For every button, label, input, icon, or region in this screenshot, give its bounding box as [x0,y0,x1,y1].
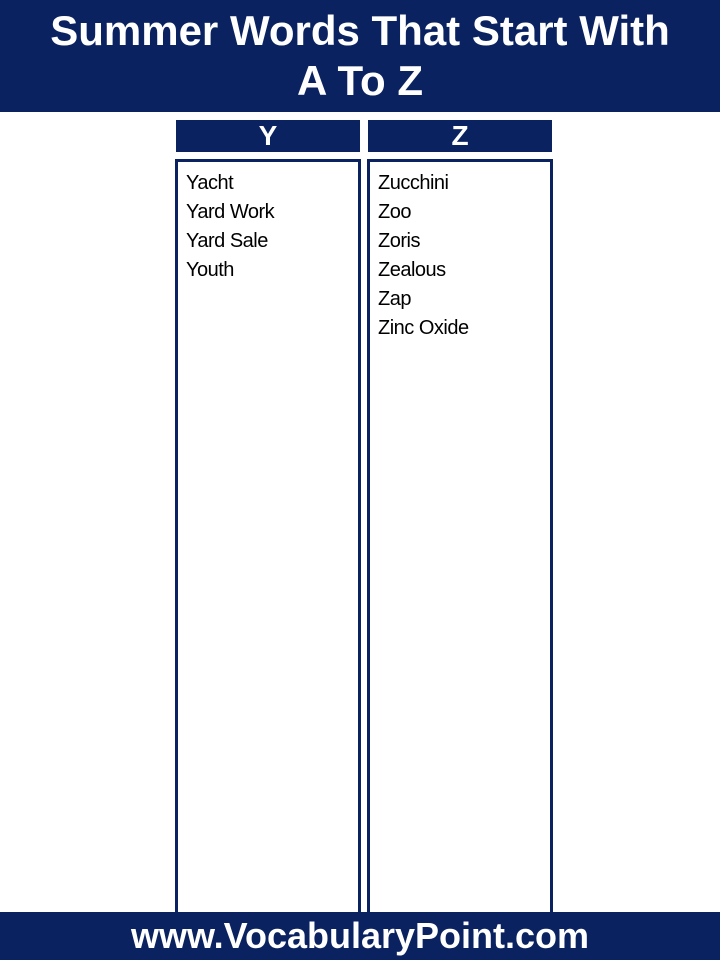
list-item: Zoris [378,230,420,252]
word-list-z [370,162,550,343]
page-title: Summer Words That Start With A To Z [50,7,670,104]
word-list-y [178,162,358,285]
list-item: Zoo [378,201,411,223]
list-item: Youth [186,259,234,281]
list-item: Zucchini [378,172,449,194]
list-item: Zealous [378,259,446,281]
list-item: Zap [378,288,411,310]
footer-banner [0,912,720,960]
list-item: Yacht [186,172,234,194]
column-header-z: Z [368,120,552,152]
list-item: Zinc Oxide [378,317,469,339]
word-column-y [175,159,361,919]
word-column-z [367,159,553,919]
list-item: Yard Work [186,201,275,223]
column-header-y: Y [176,120,360,152]
title-banner [0,0,720,112]
list-item: Yard Sale [186,230,268,252]
site-url: www.VocabularyPoint.com [130,915,590,956]
